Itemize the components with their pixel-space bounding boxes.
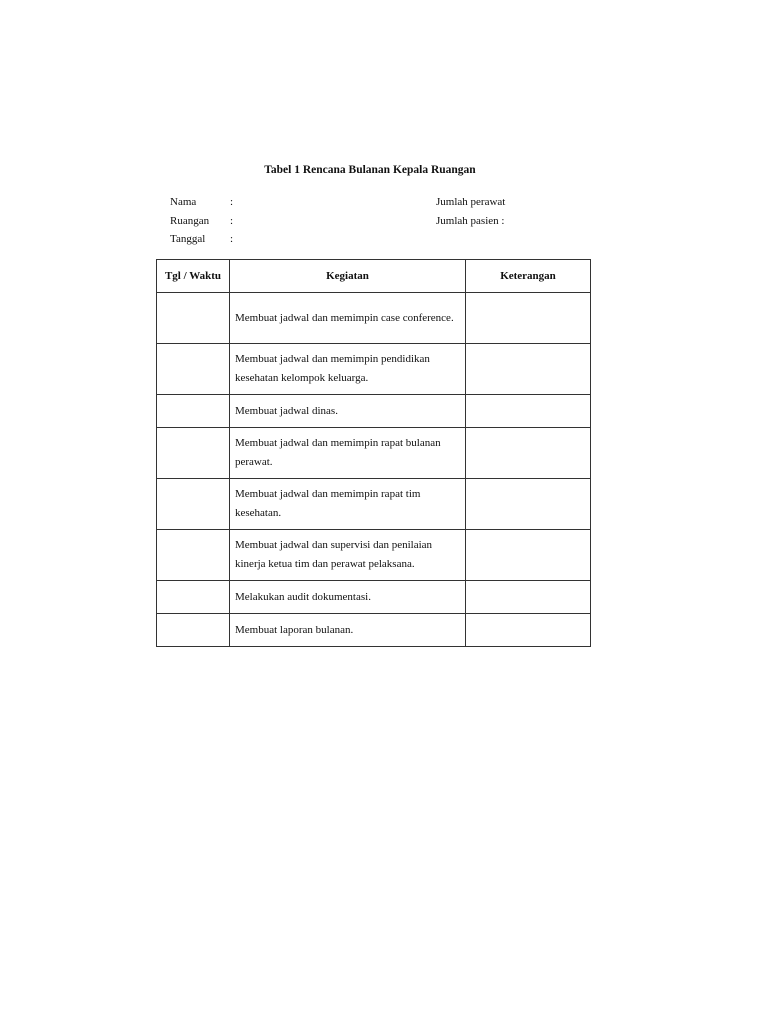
cell-note	[466, 293, 591, 344]
cell-date	[157, 581, 230, 614]
jumlah-perawat-label: Jumlah perawat	[436, 196, 506, 208]
table-header-row	[157, 260, 591, 293]
table-row	[157, 293, 591, 344]
header-note: Keterangan	[466, 260, 591, 293]
cell-date	[157, 293, 230, 344]
table-row	[157, 614, 591, 647]
page-title: Tabel 1 Rencana Bulanan Kepala Ruangan	[264, 164, 476, 176]
header-activity: Kegiatan	[230, 260, 466, 293]
ruangan-label: Ruangan	[170, 215, 210, 227]
ruangan-colon: :	[230, 215, 234, 227]
table-row	[157, 530, 591, 581]
cell-activity: Membuat jadwal dan memimpin pendidikan kesehatan kelompok keluarga.	[230, 344, 466, 395]
cell-note	[466, 581, 591, 614]
cell-activity: Membuat jadwal dinas.	[230, 395, 466, 428]
cell-activity: Membuat laporan bulanan.	[230, 614, 466, 647]
cell-note	[466, 344, 591, 395]
cell-date	[157, 614, 230, 647]
table-row	[157, 428, 591, 479]
cell-date	[157, 344, 230, 395]
tanggal-colon: :	[230, 233, 234, 245]
cell-note	[466, 428, 591, 479]
table-row	[157, 344, 591, 395]
cell-note	[466, 395, 591, 428]
cell-activity: Membuat jadwal dan memimpin rapat tim kesehatan.	[230, 479, 466, 530]
table-row	[157, 479, 591, 530]
nama-label: Nama	[170, 196, 197, 208]
cell-date	[157, 530, 230, 581]
tanggal-label: Tanggal	[170, 233, 206, 245]
cell-date	[157, 428, 230, 479]
cell-note	[466, 479, 591, 530]
cell-activity: Membuat jadwal dan memimpin case conference.	[230, 293, 466, 344]
cell-activity: Melakukan audit dokumentasi.	[230, 581, 466, 614]
plan-table	[156, 259, 591, 647]
table-row	[157, 581, 591, 614]
header-date: Tgl / Waktu	[157, 260, 230, 293]
table-row	[157, 395, 591, 428]
cell-date	[157, 479, 230, 530]
nama-colon: :	[230, 196, 234, 208]
cell-activity: Membuat jadwal dan memimpin rapat bulanan perawat.	[230, 428, 466, 479]
cell-date	[157, 395, 230, 428]
jumlah-pasien-label: Jumlah pasien :	[436, 215, 505, 227]
cell-note	[466, 530, 591, 581]
cell-activity: Membuat jadwal dan supervisi dan penilaian kinerja ketua tim dan perawat pelaksana.	[230, 530, 466, 581]
cell-note	[466, 614, 591, 647]
